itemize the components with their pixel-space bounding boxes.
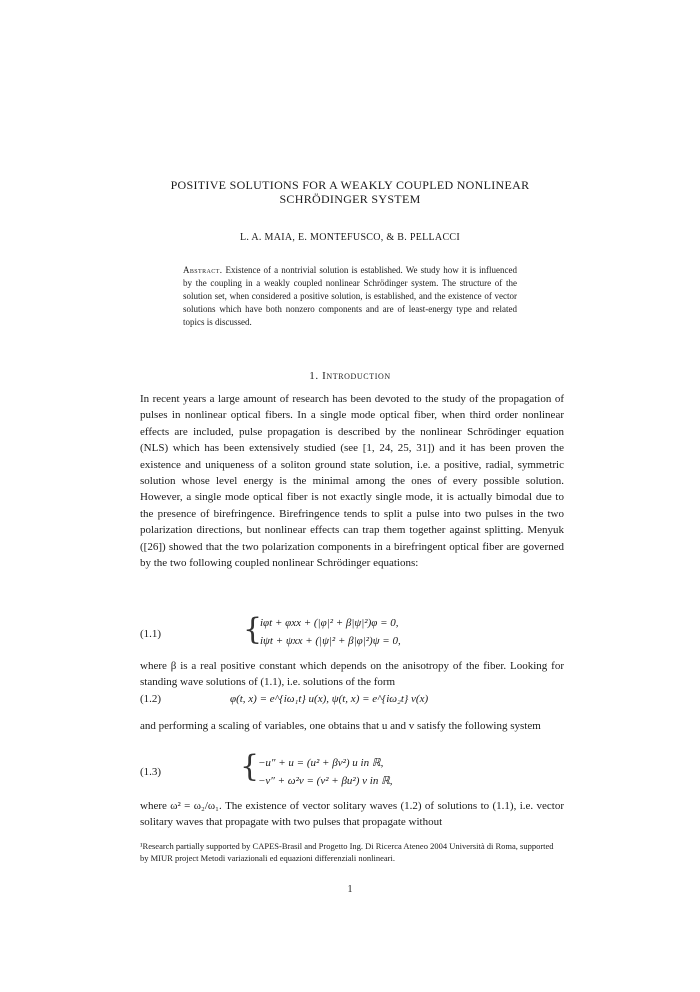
equation-label-1-3: (1.3) — [140, 766, 162, 778]
paragraph-intro: In recent years a large amount of research has been devoted to the study of the propagation of pulses in nonlinear optical fibers. In a single mode optical fiber, when third order nonlinear effects are included, pulse propagation is described by the nonlinear Schrödinger equation (NLS) which has been extensively studied (see [1, 24, 25, 31]) and it has been proven the existence and uniqueness of a soliton ground state solution, i.e. a positive, radial, symmetric solution whose level energy is the minimal among the ones of every possible solution. However, a single mode optical fiber is not exactly single mode, it is actually bimodal due to the presence of birefringence. Birefringence tends to split a pulse into two pulses in the two polarization directions, but nonlinear effects can trap them together against splitting. Menyuk ([26]) showed that the two polarization components in a birefringent optical fiber are governed by the two following coupled nonlinear Schrödinger equations: — [140, 393, 564, 570]
equation-label-1-1: (1.1) — [140, 628, 162, 640]
paragraph-scaling: and performing a scaling of variables, one obtains that u and v satisfy the following system — [140, 720, 541, 732]
abstract-label: Abstract. — [183, 265, 223, 275]
left-brace-icon: { — [243, 612, 263, 647]
title-line-1: POSITIVE SOLUTIONS FOR A WEAKLY COUPLED NONLINEAR — [170, 178, 530, 192]
title-line-2: SCHRÖDINGER SYSTEM — [279, 192, 421, 206]
equation-1-3-line-2: −v″ + ω²v = (v² + βu²) v in ℝ, — [258, 775, 393, 787]
equation-1-1-line-2: iψt + ψxx + (|ψ|² + β|φ|²)ψ = 0, — [260, 635, 401, 647]
abstract-text: Existence of a nontrivial solution is established. We study how it is influenced by the coupling in a weakly coupled nonlinear Schrödinger system. The structure of the solution set, when considered a positive solution, is established, and the existence of vector solutions which have both nonzero components and are of least-energy type and related topics is discussed. — [183, 265, 518, 327]
section-heading-introduction: 1. Introduction — [309, 370, 391, 382]
paragraph-vector-solitary: where ω² = ω₂/ω₁. The existence of vector solitary waves (1.2) of solutions to (1.1), i.e. vector solitary waves that propagate with two pulses that propagate without — [140, 800, 564, 829]
equation-1-2: φ(t, x) = e^{iω₁t} u(x), ψ(t, x) = e^{iω₂t} v(x) — [230, 693, 429, 705]
footnote: ¹Research partially supported by CAPES-Brasil and Progetto Ing. Di Ricerca Ateneo 2004 Università di Roma, supported by MIUR project Metodi variazionali ed equazioni differenziali nonlineari. — [140, 841, 554, 863]
author-list: L. A. MAIA, E. MONTEFUSCO, & B. PELLACCI — [239, 232, 461, 243]
left-brace-icon: { — [240, 749, 260, 784]
abstract — [183, 264, 517, 329]
equation-1-3-line-1: −u″ + u = (u² + βv²) u in ℝ, — [258, 757, 384, 769]
paper-title — [120, 178, 580, 206]
page-number: 1 — [347, 884, 353, 895]
paragraph-standing-waves: where β is a real positive constant which depends on the anisotropy of the fiber. Looking for standing wave solutions of (1.1), i.e. solutions of the form — [140, 660, 564, 689]
equation-label-1-2: (1.2) — [140, 693, 162, 705]
equation-1-1-line-1: iφt + φxx + (|φ|² + β|ψ|²)φ = 0, — [260, 617, 399, 629]
